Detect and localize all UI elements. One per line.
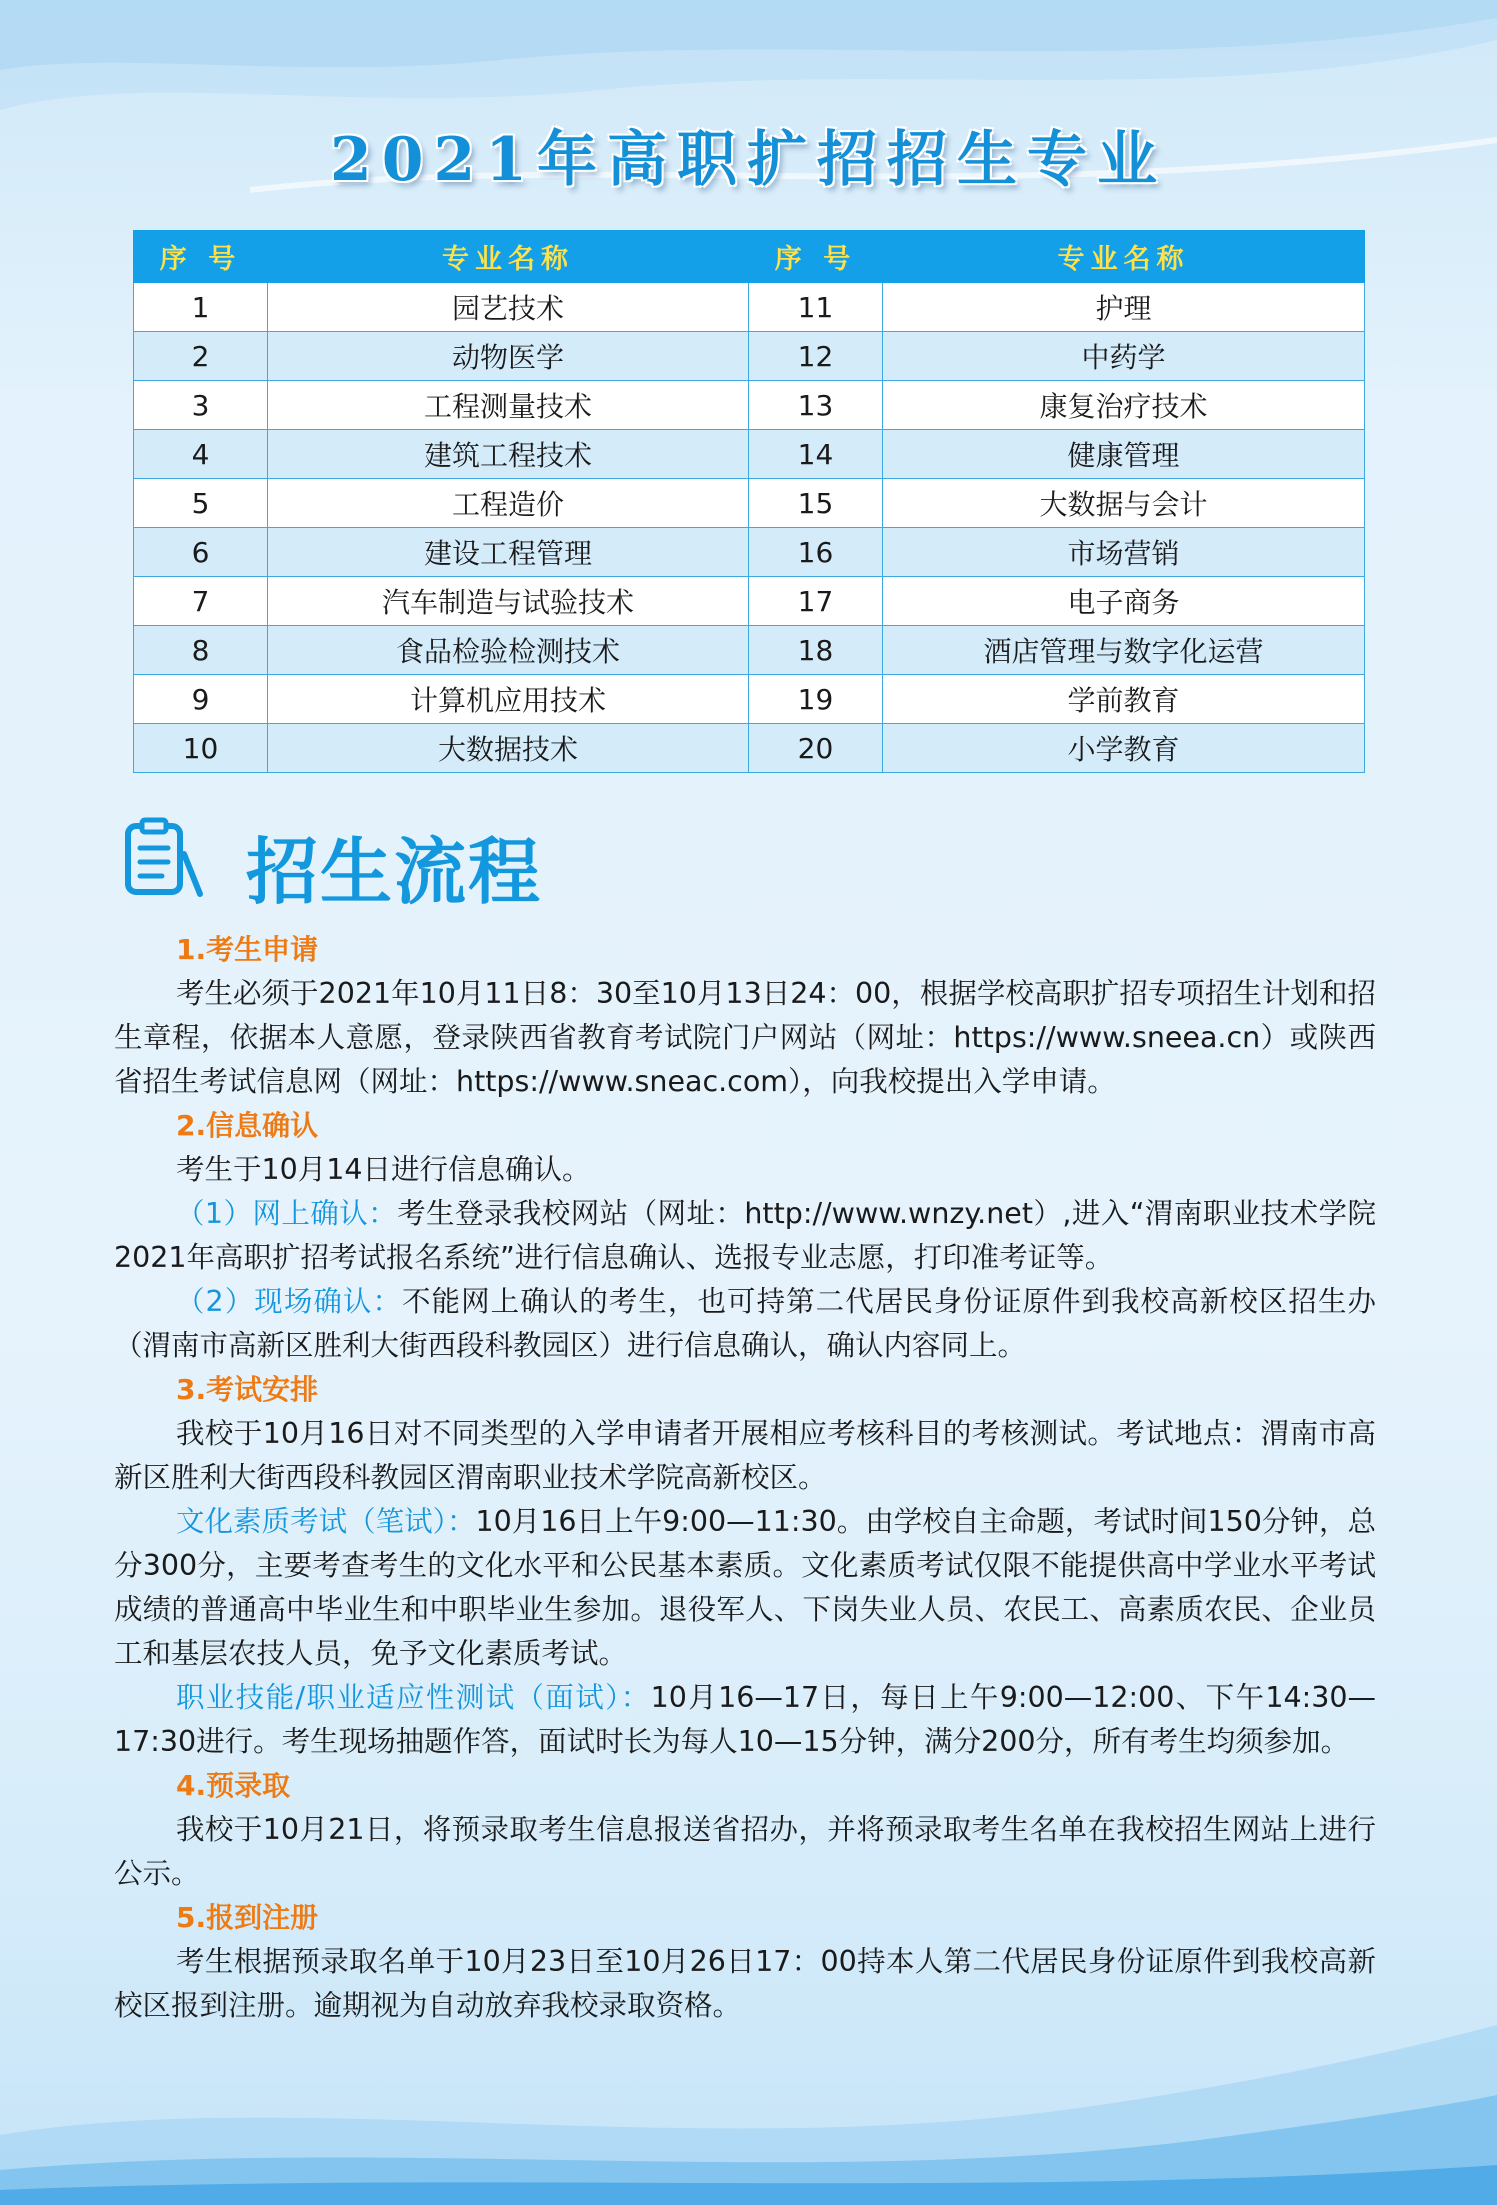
step-paragraph xyxy=(114,1500,1376,1676)
table-row xyxy=(134,381,1365,430)
table-row xyxy=(134,430,1365,479)
table-row xyxy=(134,283,1365,332)
cell-no: 17 xyxy=(749,577,883,626)
cell-major: 建筑工程技术 xyxy=(268,430,749,479)
cell-major: 中药学 xyxy=(883,332,1365,381)
cell-no: 10 xyxy=(134,724,268,773)
step-heading: 4.预录取 xyxy=(176,1769,291,1802)
step-paragraph: 我校于10月16日对不同类型的入学申请者开展相应考核科目的考核测试。考试地点：渭南市高新区胜利大街西段科教园区渭南职业技术学院高新校区。 xyxy=(114,1417,1376,1494)
cell-no: 20 xyxy=(749,724,883,773)
cell-major: 健康管理 xyxy=(883,430,1365,479)
step-paragraph: 考生必须于2021年10月11日8：30至10月13日24：00，根据学校高职扩招专项招生计划和招生章程，依据本人意愿，登录陕西省教育考试院门户网站（网址：https://www.sneea.cn）或陕西省招生考试信息网（网址：https://www.sneac.com），向我校提出入学申请。 xyxy=(114,977,1376,1098)
cell-no: 3 xyxy=(134,381,268,430)
table-row xyxy=(134,675,1365,724)
step-heading: 1.考生申请 xyxy=(176,933,319,966)
step-paragraph: 考生根据预录取名单于10月23日至10月26日17：00持本人第二代居民身份证原件到我校高新校区报到注册。逾期视为自动放弃我校录取资格。 xyxy=(114,1945,1376,2022)
onsite-confirm-label: （2）现场确认： xyxy=(176,1285,403,1318)
cell-no: 14 xyxy=(749,430,883,479)
cell-major: 学前教育 xyxy=(883,675,1365,724)
table-row xyxy=(134,479,1365,528)
table-header-row xyxy=(134,231,1365,283)
cell-major: 小学教育 xyxy=(883,724,1365,773)
cell-no: 4 xyxy=(134,430,268,479)
cell-no: 9 xyxy=(134,675,268,724)
interview-label: 职业技能/职业适应性测试（面试）： xyxy=(176,1681,651,1714)
step-paragraph xyxy=(114,1192,1376,1280)
step-heading: 3.考试安排 xyxy=(176,1373,319,1406)
interview-text: 10月16—17日，每日上午9:00—12:00、下午14:30—17:30进行。考生现场抽题作答，面试时长为每人10—15分钟，满分200分，所有考生均须参加。 xyxy=(114,1681,1377,1758)
cell-no: 2 xyxy=(134,332,268,381)
cell-major: 建设工程管理 xyxy=(268,528,749,577)
cell-major: 康复治疗技术 xyxy=(883,381,1365,430)
cell-no: 8 xyxy=(134,626,268,675)
cell-no: 16 xyxy=(749,528,883,577)
table-row xyxy=(134,528,1365,577)
cell-no: 6 xyxy=(134,528,268,577)
cell-no: 13 xyxy=(749,381,883,430)
cell-no: 15 xyxy=(749,479,883,528)
cell-no: 11 xyxy=(749,283,883,332)
cell-major: 大数据与会计 xyxy=(883,479,1365,528)
cell-major: 动物医学 xyxy=(268,332,749,381)
cell-major: 计算机应用技术 xyxy=(268,675,749,724)
table-row xyxy=(134,577,1365,626)
online-confirm-text: 考生登录我校网站（网址：http://www.wnzy.net）,进入“渭南职业技术学院2021年高职扩招考试报名系统”进行信息确认、选报专业志愿，打印准考证等。 xyxy=(114,1197,1376,1274)
majors-table xyxy=(133,230,1365,773)
cell-major: 园艺技术 xyxy=(268,283,749,332)
col-header-no-left: 序 号 xyxy=(134,231,268,283)
table-row xyxy=(134,724,1365,773)
process-content xyxy=(114,928,1376,2028)
step-paragraph: 我校于10月21日，将预录取考生信息报送省招办，并将预录取考生名单在我校招生网站上进行公示。 xyxy=(114,1813,1376,1890)
col-header-no-right: 序 号 xyxy=(749,231,883,283)
step-heading: 2.信息确认 xyxy=(176,1109,319,1142)
online-confirm-label: （1）网上确认： xyxy=(176,1197,398,1230)
step-heading: 5.报到注册 xyxy=(176,1901,319,1934)
cell-no: 18 xyxy=(749,626,883,675)
section-title: 招生流程 xyxy=(246,830,543,914)
step-paragraph xyxy=(114,1280,1376,1368)
written-exam-text: 10月16日上午9:00—11:30。由学校自主命题，考试时间150分钟，总分300分，主要考查考生的文化水平和公民基本素质。文化素质考试仅限不能提供高中学业水平考试成绩的普通高中毕业生和中职毕业生参加。退役军人、下岗失业人员、农民工、高素质农民、企业员工和基层农技人员，免予文化素质考试。 xyxy=(114,1505,1376,1670)
cell-major: 市场营销 xyxy=(883,528,1365,577)
page-title: 2021年高职扩招招生专业 xyxy=(330,125,1167,195)
cell-major: 护理 xyxy=(883,283,1365,332)
cell-major: 电子商务 xyxy=(883,577,1365,626)
col-header-name-left: 专业名称 xyxy=(268,231,749,283)
cell-no: 5 xyxy=(134,479,268,528)
cell-major: 食品检验检测技术 xyxy=(268,626,749,675)
cell-no: 7 xyxy=(134,577,268,626)
table-row xyxy=(134,332,1365,381)
cell-major: 工程造价 xyxy=(268,479,749,528)
cell-no: 1 xyxy=(134,283,268,332)
cell-major: 大数据技术 xyxy=(268,724,749,773)
cell-major: 酒店管理与数字化运营 xyxy=(883,626,1365,675)
onsite-confirm-text: 不能网上确认的考生，也可持第二代居民身份证原件到我校高新校区招生办（渭南市高新区胜利大街西段科教园区）进行信息确认，确认内容同上。 xyxy=(114,1285,1376,1362)
step-paragraph: 考生于10月14日进行信息确认。 xyxy=(176,1153,591,1186)
cell-major: 工程测量技术 xyxy=(268,381,749,430)
written-exam-label: 文化素质考试（笔试）： xyxy=(176,1505,476,1538)
clipboard-icon xyxy=(122,816,204,898)
table-row xyxy=(134,626,1365,675)
step-paragraph xyxy=(114,1676,1376,1764)
col-header-name-right: 专业名称 xyxy=(883,231,1365,283)
cell-no: 12 xyxy=(749,332,883,381)
cell-major: 汽车制造与试验技术 xyxy=(268,577,749,626)
cell-no: 19 xyxy=(749,675,883,724)
